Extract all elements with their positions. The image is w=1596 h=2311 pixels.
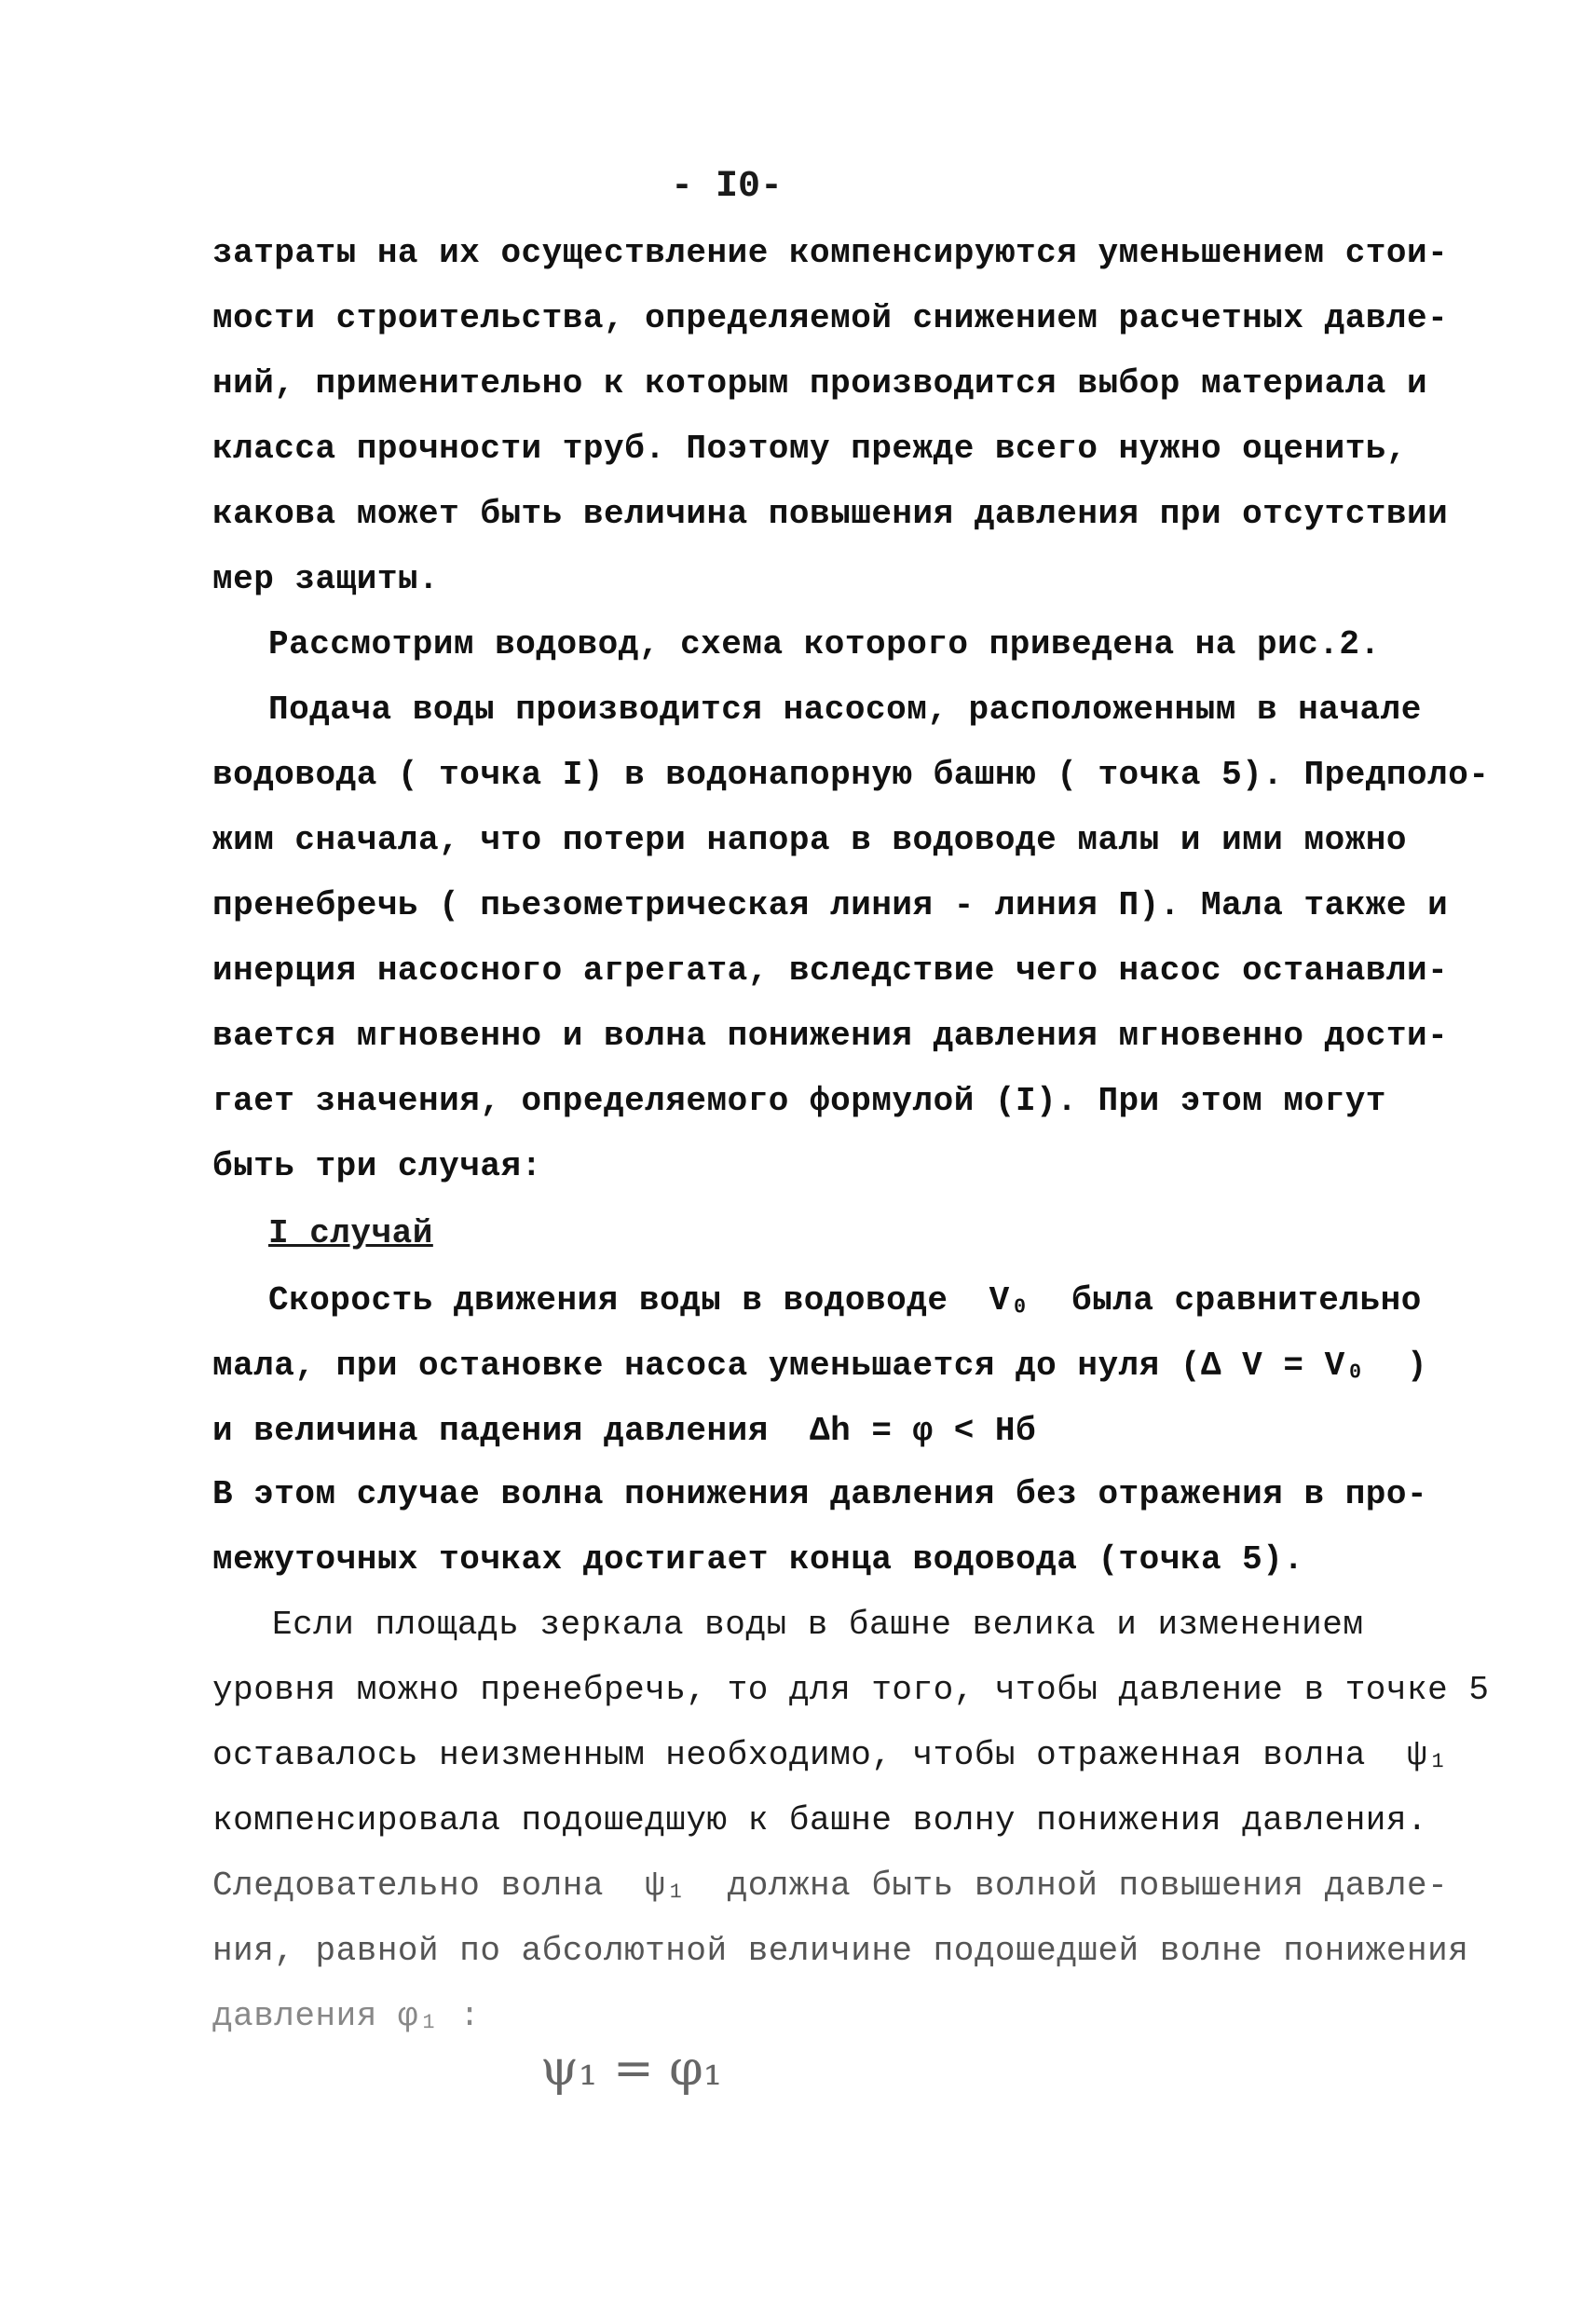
text-line: уровня можно пренебречь, то для того, чтобы давление в точке 5 — [212, 1671, 1490, 1709]
page-number: - I0- — [671, 166, 784, 208]
text-line: давления φ₁ : — [212, 1997, 481, 2035]
text-line: Скорость движения воды в водоводе V₀ была сравнительно — [268, 1281, 1422, 1320]
text-line: какова может быть величина повышения давления при отсутствии — [212, 495, 1449, 533]
text-line: В этом случае волна понижения давления без отражения в про- — [212, 1475, 1428, 1513]
text-line: класса прочности труб. Поэтому прежде всего нужно оценить, — [212, 430, 1408, 468]
text-line: Рассмотрим водовод, схема которого приведена на рис.2. — [268, 625, 1381, 663]
text-line: водовода ( точка I) в водонапорную башню ( точка 5). Предполо- — [212, 756, 1490, 794]
text-line: ния, равной по абсолютной величине подошедшей волне понижения — [212, 1932, 1469, 1970]
text-line: мала, при остановке насоса уменьшается до нуля (Δ V = V₀ ) — [212, 1347, 1428, 1385]
text-line: и величина падения давления Δh = φ < Hб — [212, 1412, 1037, 1450]
text-line: вается мгновенно и волна понижения давления мгновенно дости- — [212, 1017, 1449, 1055]
section-heading: I случай — [268, 1214, 433, 1252]
text-line: затраты на их осуществление компенсируются уменьшением стои- — [212, 234, 1449, 272]
text-line: Подача воды производится насосом, расположенным в начале — [268, 691, 1422, 729]
text-line: межуточных точках достигает конца водовода (точка 5). — [212, 1540, 1304, 1579]
text-line: пренебречь ( пьезометрическая линия - линия П). Мала также и — [212, 886, 1449, 924]
text-line: Следовательно волна ψ₁ должна быть волной повышения давле- — [212, 1867, 1449, 1905]
text-line: инерция насосного агрегата, вследствие чего насос останавли- — [212, 951, 1449, 990]
text-line: быть три случая: — [212, 1147, 542, 1185]
text-line: мер защиты. — [212, 560, 440, 598]
text-line: Если площадь зеркала воды в башне велика и изменением — [272, 1606, 1364, 1644]
text-line: мости строительства, определяемой снижением расчетных давле- — [212, 299, 1449, 337]
text-line: жим сначала, что потери напора в водоводе малы и ими можно — [212, 821, 1408, 859]
text-line: ний, применительно к которым производится выбор материала и — [212, 364, 1428, 403]
text-line: компенсировала подошедшую к башне волну понижения давления. — [212, 1801, 1428, 1839]
equation: ψ₁ = φ₁ — [540, 2041, 723, 2097]
text-line: оставалось неизменным необходимо, чтобы отраженная волна ψ₁ — [212, 1736, 1449, 1774]
text-line: гает значения, определяемого формулой (I). При этом могут — [212, 1082, 1386, 1120]
